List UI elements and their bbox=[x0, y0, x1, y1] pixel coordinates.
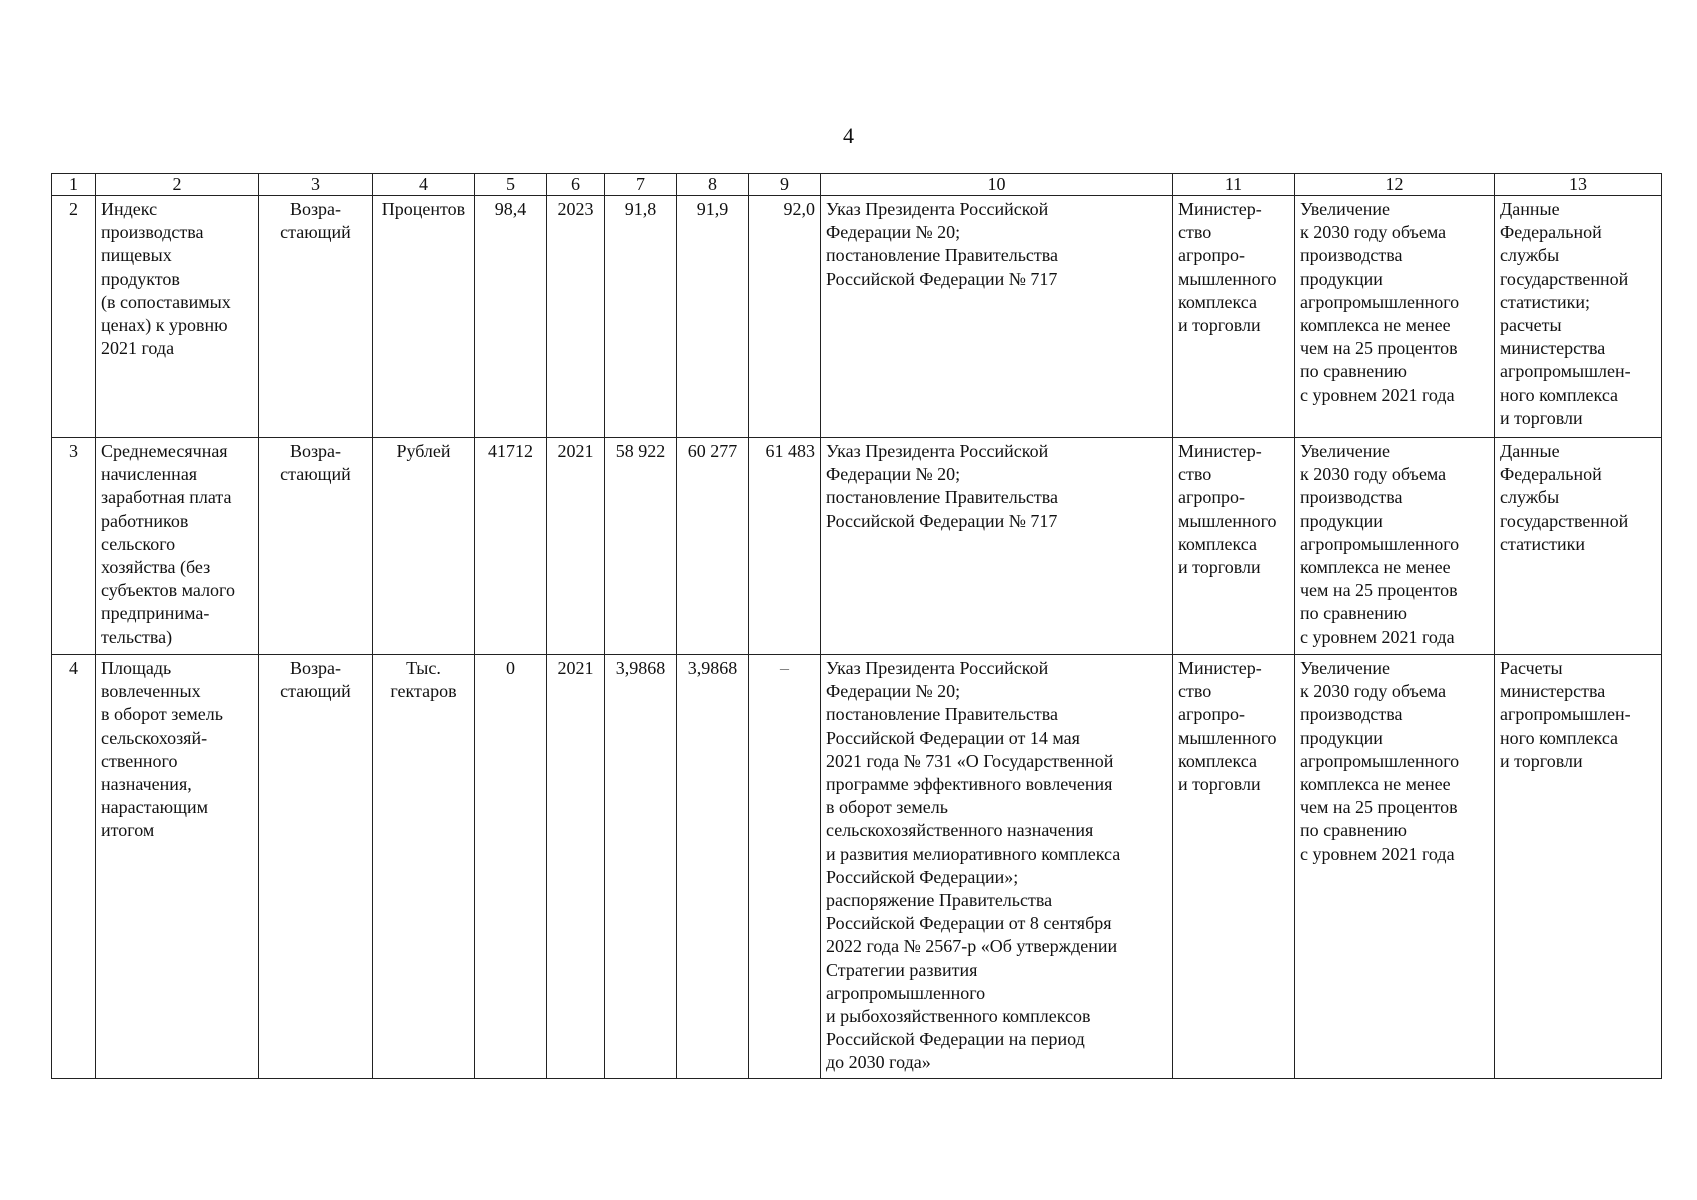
base-value-cell: 41712 bbox=[475, 438, 547, 655]
table-row bbox=[52, 196, 1662, 438]
value-col7: 91,8 bbox=[605, 196, 677, 438]
column-number: 6 bbox=[547, 174, 605, 196]
indicator-name: Индекс производства пищевых продуктов (в сопоставимых ценах) к уровню 2021 года bbox=[96, 196, 259, 438]
column-number: 3 bbox=[259, 174, 373, 196]
table-row bbox=[52, 438, 1662, 655]
value-col9: – bbox=[749, 655, 821, 1079]
document-cell: Указ Президента Российской Федерации № 20; постановление Правительства Российской Федерации от 14 мая 2021 года № 731 «О Государственной программе эффективного вовлечения в оборот земель сельскохозяйственного назначения и развития мелиоративного комплекса Российской Федерации»; распоряжение Правительства Российской Федерации от 8 сентября 2022 года № 2567-р «Об утверждении Стратегии развития агропромышленного и рыбохозяйственного комплексов Российской Федерации на период до 2030 года» bbox=[821, 655, 1173, 1079]
column-number: 2 bbox=[96, 174, 259, 196]
document-cell: Указ Президента Российской Федерации № 20; постановление Правительства Российской Федерации № 717 bbox=[821, 196, 1173, 438]
unit-cell: Рублей bbox=[373, 438, 475, 655]
goal-cell: Увеличение к 2030 году объема производства продукции агропромышленного комплекса не менее чем на 25 процентов по сравнению с уровнем 2021 года bbox=[1295, 655, 1495, 1079]
column-number: 10 bbox=[821, 174, 1173, 196]
responsible-cell: Министер- ство агропро- мышленного комплекса и торговли bbox=[1173, 655, 1295, 1079]
source-cell: Данные Федеральной службы государственной статистики; расчеты министерства агропромышлен- ного комплекса и торговли bbox=[1495, 196, 1662, 438]
column-number: 1 bbox=[52, 174, 96, 196]
value-col7: 3,9868 bbox=[605, 655, 677, 1079]
value-col9: 61 483 bbox=[749, 438, 821, 655]
column-number: 7 bbox=[605, 174, 677, 196]
responsible-cell: Министер- ство агропро- мышленного комплекса и торговли bbox=[1173, 196, 1295, 438]
base-year-cell: 2021 bbox=[547, 655, 605, 1079]
indicator-name: Площадь вовлеченных в оборот земель сельскохозяй- ственного назначения, нарастающим итогом bbox=[96, 655, 259, 1079]
row-number: 2 bbox=[52, 196, 96, 438]
base-value-cell: 98,4 bbox=[475, 196, 547, 438]
value-col9: 92,0 bbox=[749, 196, 821, 438]
unit-cell: Тыс. гектаров bbox=[373, 655, 475, 1079]
trend-cell: Возра- стающий bbox=[259, 655, 373, 1079]
base-value-cell: 0 bbox=[475, 655, 547, 1079]
source-cell: Данные Федеральной службы государственной статистики bbox=[1495, 438, 1662, 655]
trend-cell: Возра- стающий bbox=[259, 196, 373, 438]
row-number: 3 bbox=[52, 438, 96, 655]
value-col8: 91,9 bbox=[677, 196, 749, 438]
goal-cell: Увеличение к 2030 году объема производства продукции агропромышленного комплекса не менее чем на 25 процентов по сравнению с уровнем 2021 года bbox=[1295, 196, 1495, 438]
column-number: 8 bbox=[677, 174, 749, 196]
column-number: 11 bbox=[1173, 174, 1295, 196]
row-number: 4 bbox=[52, 655, 96, 1079]
value-col7: 58 922 bbox=[605, 438, 677, 655]
column-number-row bbox=[52, 174, 1662, 196]
base-year-cell: 2021 bbox=[547, 438, 605, 655]
value-col8: 60 277 bbox=[677, 438, 749, 655]
goal-cell: Увеличение к 2030 году объема производства продукции агропромышленного комплекса не менее чем на 25 процентов по сравнению с уровнем 2021 года bbox=[1295, 438, 1495, 655]
column-number: 12 bbox=[1295, 174, 1495, 196]
column-number: 9 bbox=[749, 174, 821, 196]
base-year-cell: 2023 bbox=[547, 196, 605, 438]
value-col8: 3,9868 bbox=[677, 655, 749, 1079]
column-number: 13 bbox=[1495, 174, 1662, 196]
column-number: 5 bbox=[475, 174, 547, 196]
column-number: 4 bbox=[373, 174, 475, 196]
responsible-cell: Министер- ство агропро- мышленного комплекса и торговли bbox=[1173, 438, 1295, 655]
page-number: 4 bbox=[843, 123, 854, 148]
source-cell: Расчеты министерства агропромышлен- ного комплекса и торговли bbox=[1495, 655, 1662, 1079]
unit-cell: Процентов bbox=[373, 196, 475, 438]
indicator-name: Среднемесячная начисленная заработная плата работников сельского хозяйства (без субъектов малого предпринима- тельства) bbox=[96, 438, 259, 655]
indicators-table bbox=[51, 173, 1662, 1079]
table-row bbox=[52, 655, 1662, 1079]
trend-cell: Возра- стающий bbox=[259, 438, 373, 655]
document-cell: Указ Президента Российской Федерации № 20; постановление Правительства Российской Федерации № 717 bbox=[821, 438, 1173, 655]
